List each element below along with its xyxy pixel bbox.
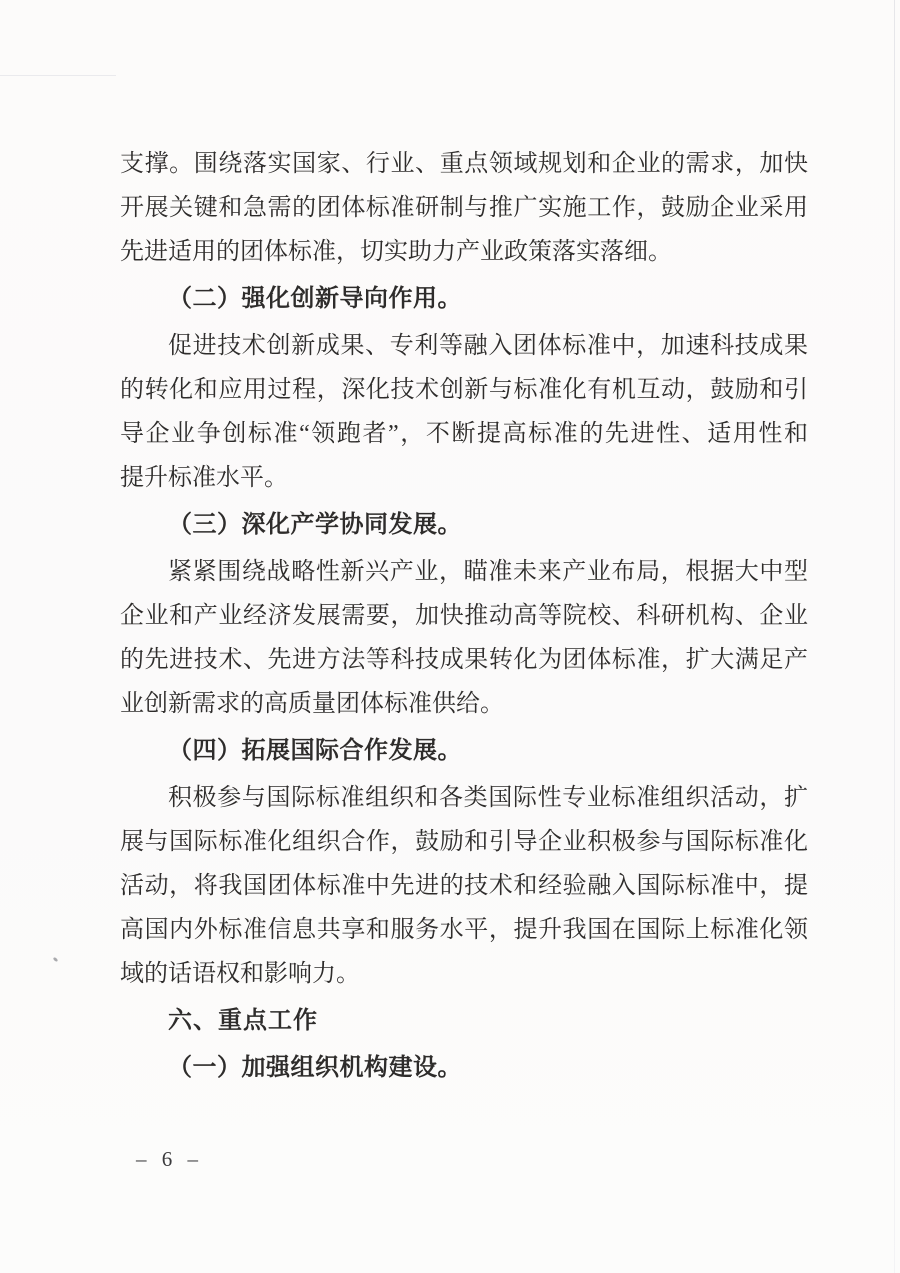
section-heading	[120, 277, 808, 321]
text-line: 企业和产业经济发展需要，加快推动高等院校、科研机构、企业	[120, 603, 808, 629]
text-line: 域的话语权和影响力。	[120, 961, 360, 987]
text-line: 的转化和应用过程，深化技术创新与标准化有机互动，鼓励和引	[120, 377, 808, 403]
text-line: 紧紧围绕战略性新兴产业，瞄准未来产业布局，根据大中型	[168, 559, 808, 585]
heading-line: （四）拓展国际合作发展。	[168, 738, 462, 764]
heading-line: （三）深化产学协同发展。	[168, 512, 462, 538]
section-heading	[120, 999, 808, 1043]
text-line: 积极参与国际标准组织和各类国际性专业标准组织活动，扩	[168, 785, 808, 811]
scan-edge-artifact-top	[0, 75, 116, 76]
heading-line: （一）加强组织机构建设。	[168, 1055, 462, 1081]
page-number: – 6 –	[136, 1147, 203, 1171]
text-line: 先进适用的团体标准，切实助力产业政策落实落细。	[120, 239, 672, 265]
section-heading	[120, 503, 808, 547]
paragraph	[120, 324, 808, 500]
paragraph	[120, 776, 808, 996]
section-heading	[120, 1046, 808, 1090]
text-line: 高国内外标准信息共享和服务水平，提升我国在国际上标准化领	[120, 917, 808, 943]
text-line: 支撑。围绕落实国家、行业、重点领域规划和企业的需求，加快	[120, 151, 808, 177]
heading-line: 六、重点工作	[168, 1007, 318, 1034]
ink-speck-artifact	[53, 957, 59, 963]
text-line: 促进技术创新成果、专利等融入团体标准中，加速科技成果	[168, 333, 808, 359]
text-line: 提升标准水平。	[120, 465, 288, 491]
text-line: 展与国际标准化组织合作，鼓励和引导企业积极参与国际标准化	[120, 829, 808, 855]
text-line: 导企业争创标准“领跑者”，不断提高标准的先进性、适用性和	[120, 421, 808, 447]
text-line: 业创新需求的高质量团体标准供给。	[120, 691, 504, 717]
heading-line: （二）强化创新导向作用。	[168, 286, 462, 312]
page-content	[120, 142, 808, 1093]
text-line: 活动，将我国团体标准中先进的技术和经验融入国际标准中，提	[120, 873, 808, 899]
section-heading	[120, 729, 808, 773]
scan-edge-artifact-right	[894, 0, 895, 1273]
paragraph	[120, 142, 808, 274]
text-line: 的先进技术、先进方法等科技成果转化为团体标准，扩大满足产	[120, 647, 808, 673]
paragraph	[120, 550, 808, 726]
text-line: 开展关键和急需的团体标准研制与推广实施工作，鼓励企业采用	[120, 195, 808, 221]
